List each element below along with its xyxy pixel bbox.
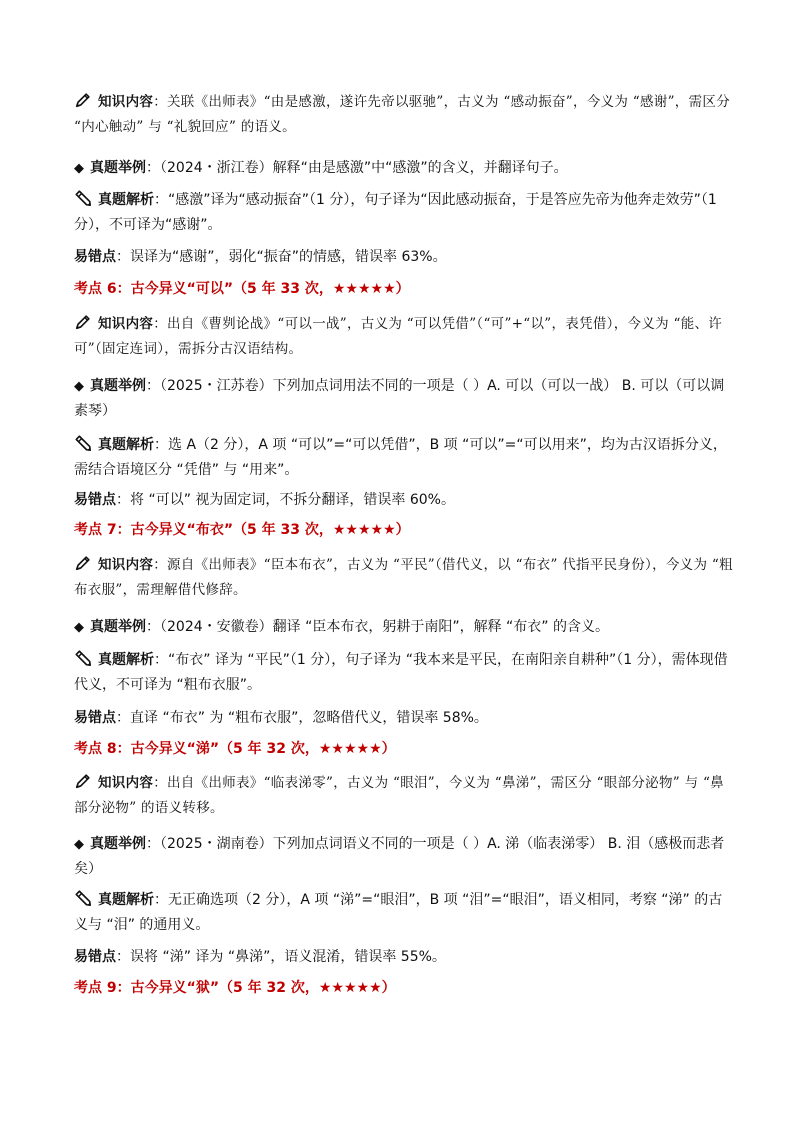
- knowledge-content-6: 知识内容：出自《曹刿论战》“可以一战”，古义为 “可以凭借”（“可”+“以”，表凭借），今义为 “能、许可”（固定连词），需拆分古汉语结构。: [74, 312, 734, 362]
- exam-analysis-7: 真题解析：“布衣” 译为 “平民”（1 分），句子译为 “我本来是平民，在南阳亲自耕种”（1 分），需体现借代义，不可译为 “粗布衣服”。: [74, 648, 734, 698]
- exam-example-8: ◆ 真题举例：（2025・湖南卷）下列加点词语义不同的一项是（ ）A. 涕（临表涕零） B. 泪（感极而悲者矣）: [74, 832, 734, 882]
- section-heading-8: 考点 8：古今异义“涕”（5 年 32 次，★★★★★）: [74, 741, 396, 757]
- common-mistake-7: 易错点：直译 “布衣” 为 “粗布衣服”，忽略借代义，错误率 58%。: [74, 710, 488, 726]
- knowledge-content-8: 知识内容：出自《出师表》“临表涕零”，古义为 “眼泪”，今义为 “鼻涕”，需区分 “眼部分泌物” 与 “鼻部分泌物” 的语义转移。: [74, 771, 734, 821]
- exam-example-6: ◆ 真题举例：（2025・江苏卷）下列加点词用法不同的一项是（ ）A. 可以（可以一战） B. 可以（可以调素琴）: [74, 374, 734, 424]
- exam-example-7: ◆ 真题举例：（2024・安徽卷）翻译 “臣本布衣，躬耕于南阳”，解释 “布衣” 的含义。: [74, 615, 734, 640]
- pen-icon: [74, 554, 92, 572]
- exam-analysis-8: 真题解析：无正确选项（2 分），A 项 “涕”=“眼泪”，B 项 “泪”=“眼泪”，语义相同，考察 “涕” 的古义与 “泪” 的通用义。: [74, 888, 734, 938]
- common-mistake-1: 易错点：误译为“感谢”，弱化“振奋”的情感，错误率 63%。: [74, 249, 447, 265]
- exam-analysis-1: 真题解析：“感激”译为“感动振奋”（1 分），句子译为“因此感动振奋，于是答应先帝为他奔走效劳”（1 分），不可译为“感谢”。: [74, 188, 734, 238]
- section-heading-9: 考点 9：古今异义“狱”（5 年 32 次，★★★★★）: [74, 980, 396, 996]
- pencil-icon: [74, 889, 92, 907]
- diamond-icon: ◆: [74, 837, 84, 852]
- pen-icon: [74, 91, 92, 109]
- section-heading-7: 考点 7：古今异义“布衣”（5 年 33 次，★★★★★）: [74, 522, 410, 538]
- common-mistake-6: 易错点：将 “可以” 视为固定词，不拆分翻译，错误率 60%。: [74, 492, 455, 508]
- exam-example-1: ◆ 真题举例：（2024・浙江卷）解释“由是感激”中“感激”的含义，并翻译句子。: [74, 156, 734, 181]
- exam-analysis-6: 真题解析：选 A（2 分），A 项 “可以”=“可以凭借”，B 项 “可以”=“可以用来”，均为古汉语拆分义，需结合语境区分 “凭借” 与 “用来”。: [74, 433, 734, 483]
- pen-icon: [74, 313, 92, 331]
- section-heading-6: 考点 6：古今异义“可以”（5 年 33 次，★★★★★）: [74, 281, 410, 297]
- pencil-icon: [74, 649, 92, 667]
- pencil-icon: [74, 189, 92, 207]
- diamond-icon: ◆: [74, 620, 84, 635]
- diamond-icon: ◆: [74, 379, 84, 394]
- pencil-icon: [74, 434, 92, 452]
- knowledge-content-1: 知识内容：关联《出师表》“由是感激，遂许先帝以驱驰”，古义为 “感动振奋”，今义为 “感谢”，需区分 “内心触动” 与 “礼貌回应” 的语义。: [74, 90, 734, 140]
- knowledge-content-7: 知识内容：源自《出师表》“臣本布衣”，古义为 “平民”（借代义，以 “布衣” 代指平民身份），今义为 “粗布衣服”，需理解借代修辞。: [74, 553, 734, 603]
- pen-icon: [74, 772, 92, 790]
- common-mistake-8: 易错点：误将 “涕” 译为 “鼻涕”，语义混淆，错误率 55%。: [74, 949, 446, 965]
- diamond-icon: ◆: [74, 161, 84, 176]
